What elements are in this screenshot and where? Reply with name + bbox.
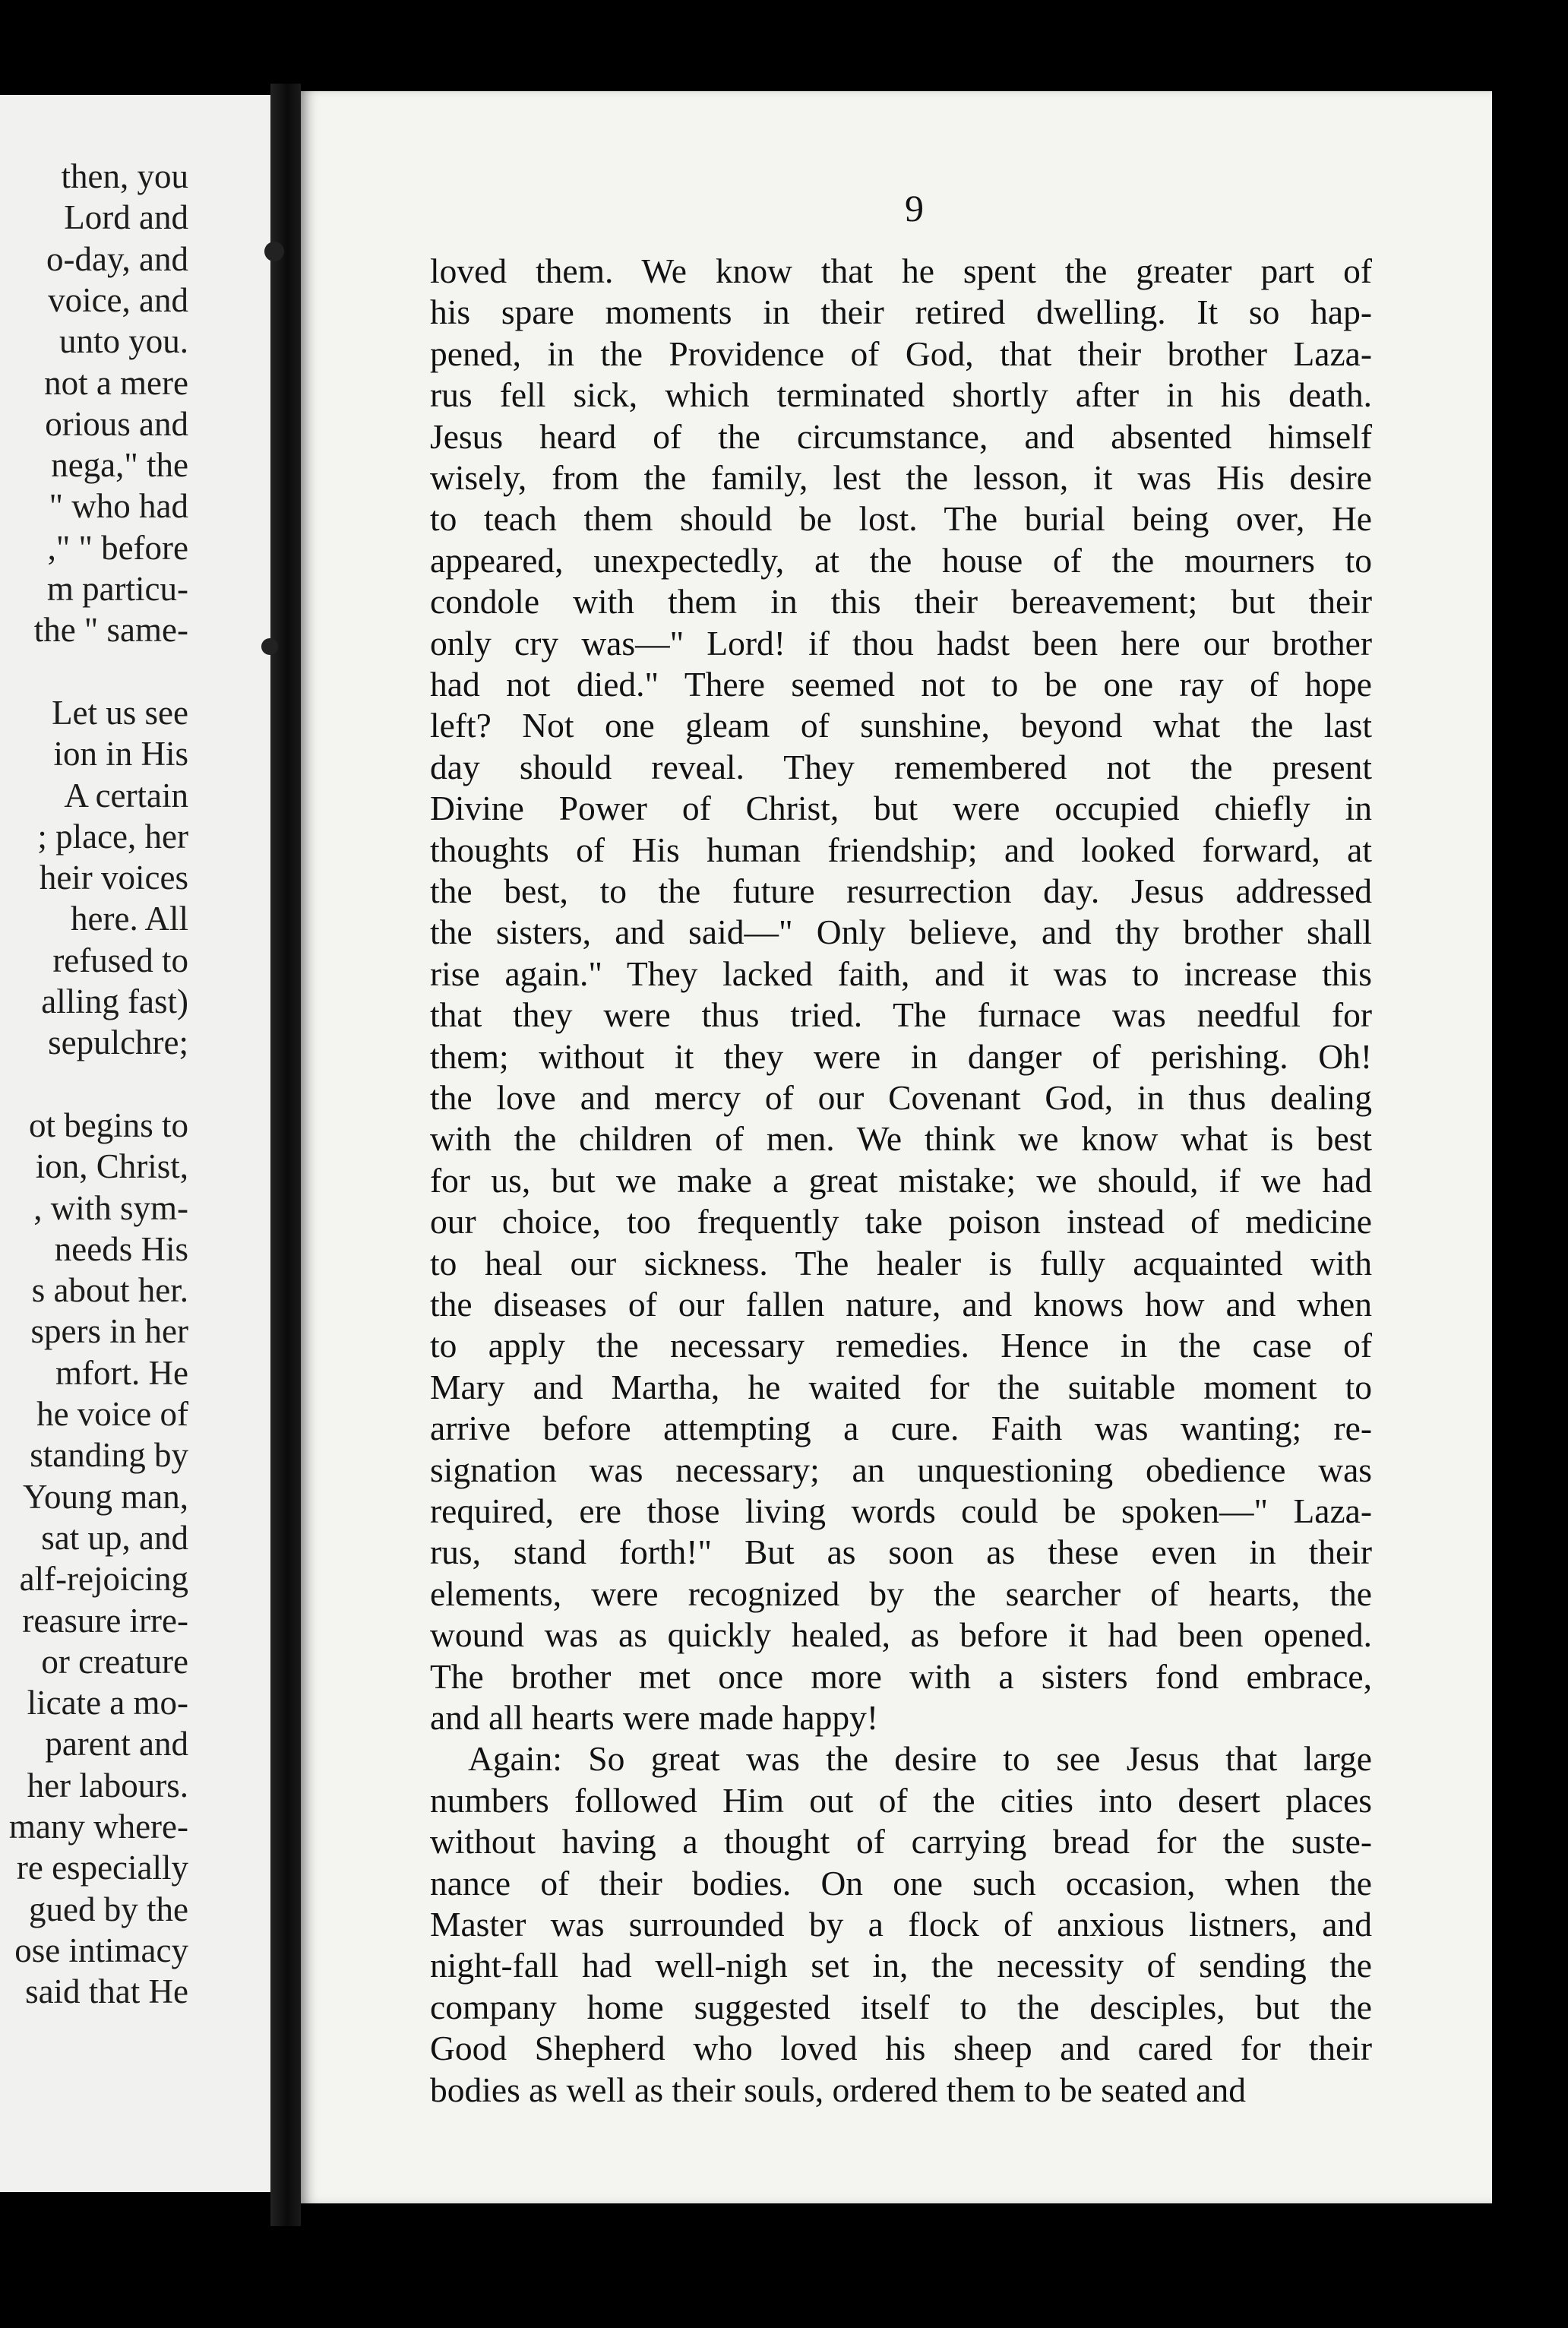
left-page-line: sat up, and bbox=[41, 1518, 188, 1557]
left-page-line: Lord and bbox=[64, 198, 188, 237]
left-page-line: reasure irre- bbox=[22, 1601, 188, 1640]
left-page-line: re especially bbox=[16, 1849, 188, 1887]
left-page-line: ot begins to bbox=[29, 1105, 188, 1144]
binding-mark bbox=[264, 242, 284, 261]
text-line: for us, but we make a great mistake; we should, if we had bbox=[430, 1160, 1372, 1200]
text-line: Divine Power of Christ, but were occupied chiefly in bbox=[430, 789, 1372, 828]
text-line: with the children of men. We think we know what is best bbox=[430, 1119, 1372, 1159]
text-line: wound was as quickly healed, as before it had been opened. bbox=[430, 1615, 1372, 1655]
left-page-line: the " same- bbox=[33, 611, 188, 650]
text-line: wisely, from the family, lest the lesson, it was His desire bbox=[430, 458, 1372, 497]
text-line: without having a thought of carrying bread for the suste- bbox=[430, 1822, 1372, 1861]
text-line: left? Not one gleam of sunshine, beyond what the last bbox=[430, 706, 1372, 745]
left-page-line: parent and bbox=[45, 1725, 188, 1763]
text-line: signation was necessary; an unquestioning obedience was bbox=[430, 1450, 1372, 1489]
left-page-line: ion in His bbox=[53, 735, 188, 773]
text-line: condole with them in this their bereavement; but their bbox=[430, 582, 1372, 622]
text-line: Master was surrounded by a flock of anxious listners, and bbox=[430, 1905, 1372, 1944]
left-page-line: s about her. bbox=[31, 1271, 188, 1310]
left-page-line: orious and bbox=[45, 404, 188, 443]
text-line: rus, stand forth!" But as soon as these even in their bbox=[430, 1532, 1372, 1572]
text-line: day should reveal. They remembered not the present bbox=[430, 747, 1372, 786]
text-line: The brother met once more with a sisters fond embrace, bbox=[430, 1656, 1372, 1696]
left-page-line: refused to bbox=[52, 941, 188, 979]
text-line: bodies as well as their souls, ordered them to be seated and bbox=[430, 2070, 1247, 2109]
left-page-line: unto you. bbox=[58, 322, 188, 361]
text-line: thoughts of His human friendship; and looked forward, at bbox=[430, 830, 1372, 869]
text-line: required, ere those living words could be spoken—" Laza- bbox=[430, 1491, 1372, 1530]
left-page-line: he voice of bbox=[36, 1395, 188, 1433]
text-line: rise again." They lacked faith, and it was to increase this bbox=[430, 954, 1372, 993]
left-page-line: needs His bbox=[54, 1229, 188, 1268]
text-line: Mary and Martha, he waited for the suitable moment to bbox=[430, 1367, 1372, 1406]
left-page-line: sepulchre; bbox=[48, 1023, 188, 1062]
left-page-line: gued by the bbox=[29, 1890, 188, 1928]
left-page-line: then, you bbox=[61, 157, 188, 195]
left-page-line: , with sym- bbox=[33, 1188, 188, 1227]
text-line: Jesus heard of the circumstance, and absented himself bbox=[430, 416, 1372, 456]
text-line: company home suggested itself to the desciples, but the bbox=[430, 1987, 1372, 2026]
left-page-line: standing by bbox=[30, 1436, 188, 1475]
left-page-line: heir voices bbox=[39, 859, 188, 897]
left-page-line: or creature bbox=[41, 1642, 188, 1681]
text-line: the diseases of our fallen nature, and knows how and when bbox=[430, 1285, 1372, 1324]
text-line: the best, to the future resurrection day. Jesus addressed bbox=[430, 871, 1372, 910]
left-page-line: ion, Christ, bbox=[35, 1147, 188, 1186]
text-line: only cry was—" Lord! if thou hadst been here our brother bbox=[430, 623, 1372, 663]
left-page-line: ," " before bbox=[47, 528, 188, 567]
left-page-line: alf-rejoicing bbox=[19, 1560, 188, 1599]
left-page-line: A certain bbox=[64, 776, 188, 814]
left-page-line: alling fast) bbox=[41, 982, 188, 1020]
text-line: and all hearts were made happy! bbox=[430, 1698, 878, 1737]
text-line: night-fall had well-nigh set in, the necessity of sending the bbox=[430, 1946, 1372, 1985]
text-line: pened, in the Providence of God, that their brother Laza- bbox=[430, 334, 1372, 373]
text-line: to teach them should be lost. The burial being over, He bbox=[430, 499, 1372, 539]
text-line: the sisters, and said—" Only believe, and thy brother shall bbox=[430, 913, 1372, 952]
text-line: to apply the necessary remedies. Hence in the case of bbox=[430, 1326, 1372, 1365]
text-line: Again: So great was the desire to see Jesus that large bbox=[468, 1739, 1372, 1779]
left-page-line: spers in her bbox=[30, 1312, 188, 1351]
text-line: Good Shepherd who loved his sheep and cared for their bbox=[430, 2029, 1372, 2068]
text-line: loved them. We know that he spent the greater part of bbox=[430, 251, 1372, 290]
left-page bbox=[0, 95, 270, 2192]
left-page-line: " who had bbox=[49, 487, 188, 526]
left-page-line: here. All bbox=[71, 900, 188, 938]
text-line: the love and mercy of our Covenant God, in thus dealing bbox=[430, 1078, 1372, 1117]
text-line: nance of their bodies. On one such occasion, when the bbox=[430, 1863, 1372, 1903]
text-line: numbers followed Him out of the cities into desert places bbox=[430, 1780, 1372, 1820]
text-line: that they were thus tried. The furnace was needful for bbox=[430, 995, 1372, 1035]
right-page bbox=[301, 91, 1492, 2203]
book-gutter bbox=[270, 84, 301, 2226]
left-page-line: ose intimacy bbox=[14, 1931, 188, 1969]
left-page-line: Young man, bbox=[23, 1477, 188, 1516]
left-page-line: many where- bbox=[8, 1808, 188, 1846]
text-line: appeared, unexpectedly, at the house of the mourners to bbox=[430, 540, 1372, 580]
text-line: his spare moments in their retired dwelling. It so hap- bbox=[430, 293, 1372, 332]
left-page-line: licate a mo- bbox=[27, 1684, 188, 1722]
left-page-line: m particu- bbox=[46, 570, 188, 608]
text-line: them; without it they were in danger of perishing. Oh! bbox=[430, 1036, 1372, 1076]
left-page-line: ; place, her bbox=[37, 817, 188, 856]
binding-mark bbox=[261, 638, 278, 655]
left-page-line: Let us see bbox=[52, 693, 188, 732]
page-number: 9 bbox=[905, 187, 924, 229]
left-page-line: her labours. bbox=[27, 1766, 188, 1805]
left-page-line: nega," the bbox=[51, 446, 188, 485]
left-page-line: mfort. He bbox=[55, 1353, 188, 1392]
left-page-line: voice, and bbox=[48, 280, 188, 319]
text-line: had not died." There seemed not to be one ray of hope bbox=[430, 665, 1372, 704]
text-line: rus fell sick, which terminated shortly after in his death. bbox=[430, 375, 1372, 415]
left-page-line: o-day, and bbox=[46, 239, 188, 278]
left-page-line: not a mere bbox=[44, 363, 188, 402]
text-line: arrive before attempting a cure. Faith was wanting; re- bbox=[430, 1409, 1372, 1448]
text-line: our choice, too frequently take poison instead of medicine bbox=[430, 1202, 1372, 1241]
left-page-line: said that He bbox=[25, 1972, 188, 2011]
text-line: to heal our sickness. The healer is fully acquainted with bbox=[430, 1243, 1372, 1283]
text-line: elements, were recognized by the searcher of hearts, the bbox=[430, 1574, 1372, 1613]
